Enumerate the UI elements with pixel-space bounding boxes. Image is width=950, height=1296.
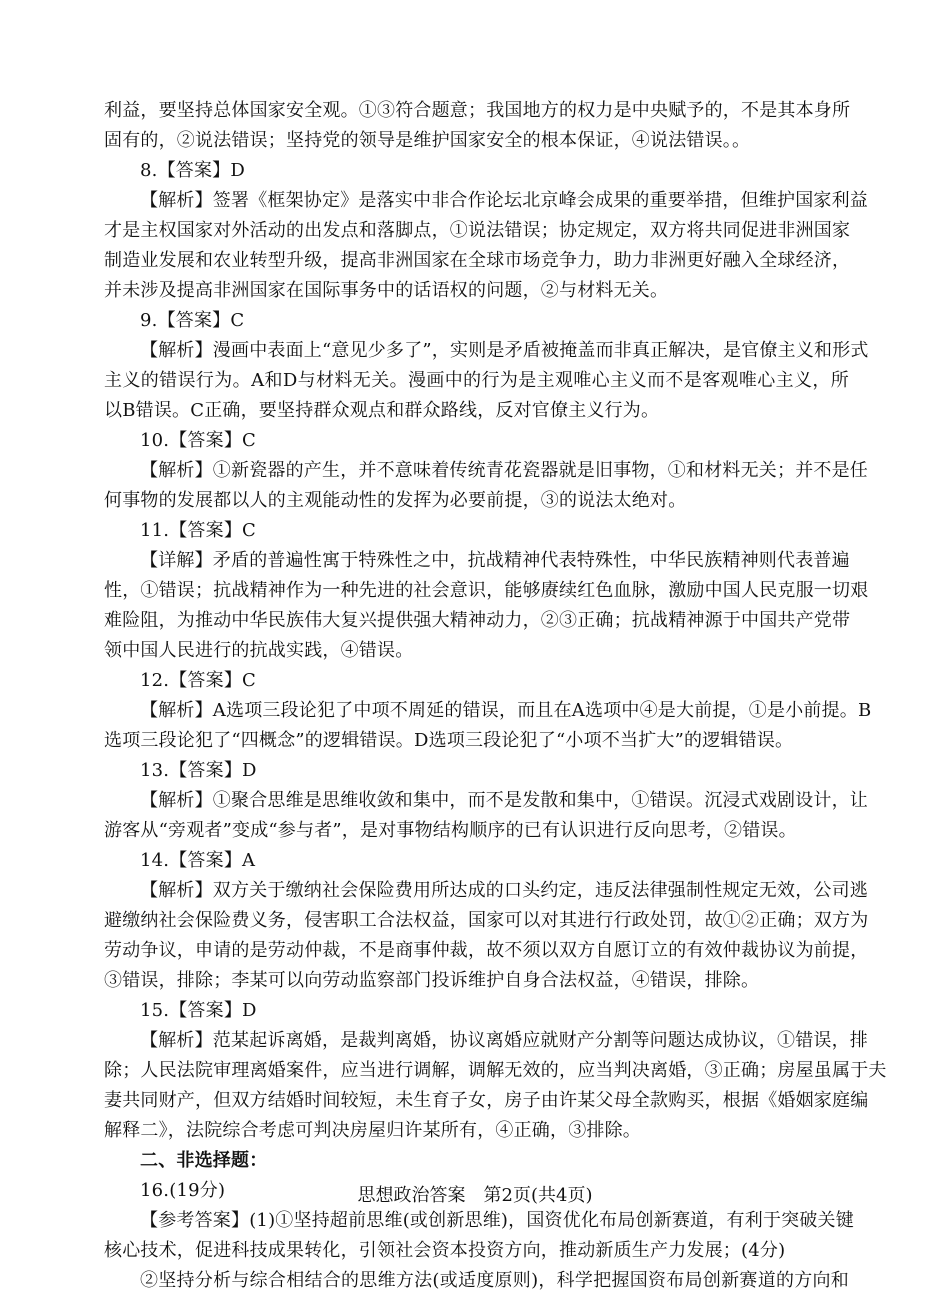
text-line: 制造业发展和农业转型升级，提高非洲国家在全球市场竞争力，助力非洲更好融入全球经济， — [104, 250, 851, 271]
text-line: 【解析】①聚合思维是思维收敛和集中，而不是发散和集中，①错误。沉浸式戏剧设计，让 — [140, 790, 868, 811]
text-line: 并未涉及提高非洲国家在国际事务中的话语权的问题，②与材料无关。 — [104, 280, 669, 301]
answer-text-body — [104, 96, 887, 1296]
text-line: 除；人民法院审理离婚案件，应当进行调解，调解无效的，应当判决离婚，③正确；房屋虽属于夫 — [104, 1060, 887, 1081]
text-line: 主义的错误行为。A和D与材料无关。漫画中的行为是主观唯心主义而不是客观唯心主义，所 — [104, 370, 849, 391]
text-line: 【解析】签署《框架协定》是落实中非合作论坛北京峰会成果的重要举措，但维护国家利益 — [140, 190, 868, 211]
text-line: 8.【答案】D — [140, 160, 246, 181]
text-line: ②坚持分析与综合相结合的思维方法(或适度原则)，科学把握国资布局创新赛道的方向和 — [140, 1270, 849, 1291]
text-line: 游客从“旁观者”变成“参与者”，是对事物结构顺序的已有认识进行反向思考，②错误。 — [104, 820, 797, 841]
text-line: 难险阻，为推动中华民族伟大复兴提供强大精神动力，②③正确；抗战精神源于中国共产党带 — [104, 610, 851, 631]
text-line: 核心技术，促进科技成果转化，引领社会资本投资方向，推动新质生产力发展；(4分) — [104, 1240, 786, 1261]
text-line: 妻共同财产，但双方结婚时间较短，未生育子女，房子由许某父母全款购买，根据《婚姻家庭编 — [104, 1090, 869, 1111]
text-line: 【详解】矛盾的普遍性寓于特殊性之中，抗战精神代表特殊性，中华民族精神则代表普遍 — [140, 550, 850, 571]
text-line: 15.【答案】D — [140, 1000, 257, 1021]
text-line: 何事物的发展都以人的主观能动性的发挥为必要前提，③的说法太绝对。 — [104, 490, 687, 511]
text-line: 二、非选择题： — [140, 1150, 268, 1171]
text-line: 才是主权国家对外活动的出发点和落脚点，①说法错误；协定规定，双方将共同促进非洲国家 — [104, 220, 851, 241]
text-line: 选项三段论犯了“四概念”的逻辑错误。D选项三段论犯了“小项不当扩大”的逻辑错误。 — [104, 730, 794, 751]
text-line: 【参考答案】(1)①坚持超前思维(或创新思维)，国资优化布局创新赛道，有利于突破关键 — [140, 1210, 854, 1231]
text-line: 13.【答案】D — [140, 760, 257, 781]
text-line: 12.【答案】C — [140, 670, 256, 691]
text-line: 16.(19分) — [140, 1180, 226, 1201]
text-line: 领中国人民进行的抗战实践，④错误。 — [104, 640, 414, 661]
text-line: ③错误，排除；李某可以向劳动监察部门投诉维护自身合法权益，④错误，排除。 — [104, 970, 760, 991]
text-line: 【解析】A选项三段论犯了中项不周延的错误，而且在A选项中④是大前提，①是小前提。B — [140, 700, 872, 721]
text-line: 9.【答案】C — [140, 310, 245, 331]
text-line: 10.【答案】C — [140, 430, 256, 451]
text-line: 固有的，②说法错误；坚持党的领导是维护国家安全的根本保证，④说法错误。。 — [104, 130, 751, 151]
text-line: 【解析】范某起诉离婚，是裁判离婚，协议离婚应就财产分割等问题达成协议，①错误，排 — [140, 1030, 868, 1051]
text-line: 11.【答案】C — [140, 520, 256, 541]
text-line: 【解析】漫画中表面上“意见少多了”，实则是矛盾被掩盖而非真正解决，是官僚主义和形式 — [140, 340, 869, 361]
text-line: 解释二》，法院综合考虑可判决房屋归许某所有，④正确，③排除。 — [104, 1120, 641, 1141]
text-line: 性，①错误；抗战精神作为一种先进的社会意识，能够赓续红色血脉，激励中国人民克服一切艰 — [104, 580, 869, 601]
text-line: 避缴纳社会保险费义务，侵害职工合法权益，国家可以对其进行行政处罚，故①②正确；双方为 — [104, 910, 869, 931]
text-line: 利益，要坚持总体国家安全观。①③符合题意；我国地方的权力是中央赋予的，不是其本身所 — [104, 100, 851, 121]
text-line: 以B错误。C正确，要坚持群众观点和群众路线，反对官僚主义行为。 — [104, 400, 660, 421]
text-line: 劳动争议，申请的是劳动仲裁，不是商事仲裁，故不须以双方自愿订立的有效仲裁协议为前提， — [104, 940, 869, 961]
text-line: 【解析】双方关于缴纳社会保险费用所达成的口头约定，违反法律强制性规定无效，公司逃 — [140, 880, 868, 901]
text-line: 【解析】①新瓷器的产生，并不意味着传统青花瓷器就是旧事物，①和材料无关；并不是任 — [140, 460, 868, 481]
page-footer: 思想政治答案 第2页(共4页) — [357, 1185, 593, 1206]
text-line: 14.【答案】A — [140, 850, 256, 871]
